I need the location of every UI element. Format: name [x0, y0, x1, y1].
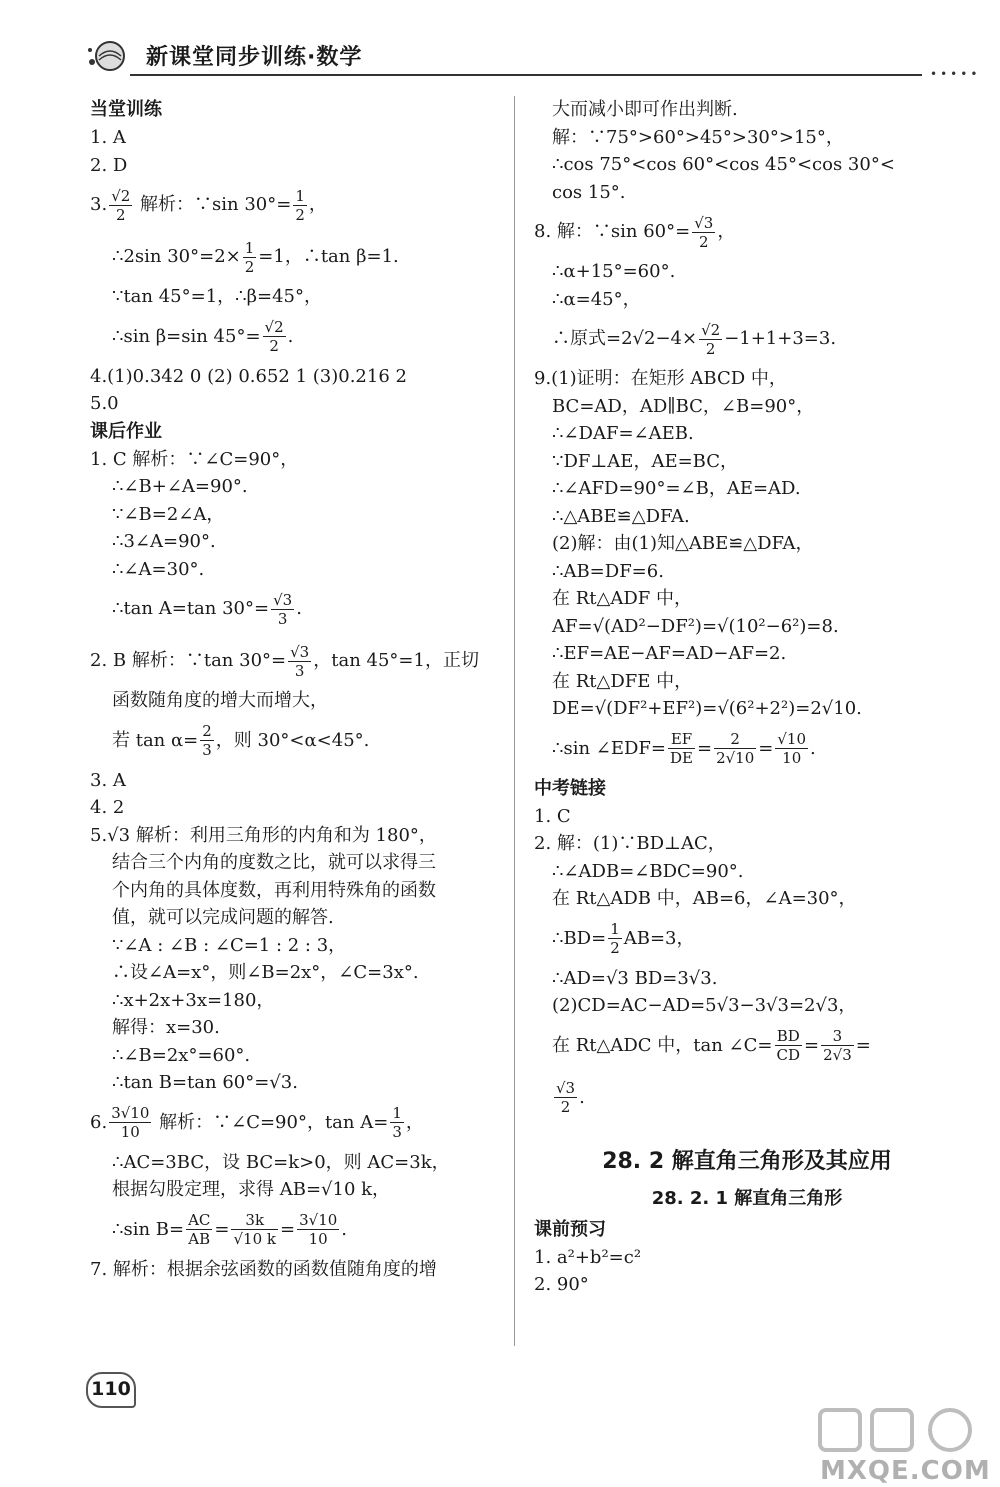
column-divider: [514, 96, 515, 1346]
page-header: [80, 36, 981, 81]
book-logo-icon: [84, 38, 128, 74]
answer-line: 2. D: [90, 154, 128, 176]
answer-line: ∴原式=2√2−4× $\frac{√2}{2}$ −1+1+3=3.: [552, 320, 837, 358]
answer-line: 1. C: [534, 805, 571, 827]
header-title: 新课堂同步训练·数学: [146, 45, 363, 70]
answer-line: ∵tan 45°=1，∴β=45°，: [112, 286, 323, 307]
answer-line: 在 Rt△ADC 中，tan ∠C= $\frac{BD}{CD}$ = $\frac{3}{2√3}$ =: [552, 1027, 871, 1064]
section-heading: 课后作业: [90, 420, 162, 442]
answer-line: 值，就可以完成问题的解答.: [112, 907, 334, 928]
answer-line: ∴EF=AE−AF=AD−AF=2.: [552, 643, 787, 664]
answer-line: 6. $\frac{3√10}{10}$ 解析：∵∠C=90°，tan A= $\frac{1}{3}$ ，: [90, 1104, 424, 1141]
answer-line: ∴∠B=2x°=60°.: [112, 1044, 251, 1066]
answer-line: ∵∠B=2∠A，: [112, 503, 225, 525]
answer-line: 3. $\frac{√2}{2}$ 解析：∵sin 30°= $\frac{1}{2}$ ，: [90, 186, 327, 224]
answer-line: 大而减小即可作出判断.: [552, 99, 738, 120]
answer-line: 4.(1)0.342 0 (2) 0.652 1 (3)0.216 2: [90, 365, 407, 387]
answer-line: ∴AB=DF=6.: [552, 560, 664, 582]
answer-line: ∵∠A : ∠B : ∠C=1 : 2 : 3，: [112, 934, 347, 956]
watermark-logo-icon: [800, 1404, 990, 1460]
answer-line: 在 Rt△ADF 中，: [552, 588, 692, 609]
answer-line: 根据勾股定理，求得 AB=√10 k，: [112, 1179, 391, 1200]
answer-line: 解得：x=30.: [112, 1017, 220, 1038]
answer-line: ∴设∠A=x°，则∠B=2x°，∠C=3x°.: [112, 962, 419, 983]
page-number: 110: [91, 1378, 131, 1400]
answer-line: 5.√3 解析：利用三角形的内角和为 180°，: [90, 824, 437, 846]
answer-line: 3. A: [90, 769, 126, 791]
answer-line: ∴sin B= $\frac{AC}{AB}$ = $\frac{3k}{√10 k}$ = $\frac{3√10}{10}$ .: [112, 1211, 348, 1248]
answer-line: ∵DF⊥AE，AE=BC，: [552, 450, 738, 472]
answer-line: 结合三个内角的度数之比，就可以求得三: [112, 852, 436, 873]
answer-line: 解：∵75°>60°>45°>30°>15°，: [552, 126, 844, 148]
answer-line: cos 15°.: [552, 181, 626, 203]
answer-line: ∴∠B+∠A=90°.: [112, 476, 248, 497]
answer-line: 在 Rt△ADB 中，AB=6，∠A=30°，: [552, 888, 857, 909]
answer-line: ∴sin ∠EDF= $\frac{EF}{DE}$ = $\frac{2}{2√10}$ = $\frac{√10}{10}$ .: [552, 730, 816, 767]
page-number-badge: [86, 1372, 136, 1408]
answer-line: 4. 2: [90, 797, 125, 818]
answer-line: ∴α=45°，: [552, 288, 641, 310]
answer-line: DE=√(DF²+EF²)=√(6²+2²)=2√10.: [552, 698, 862, 719]
answer-line: 1. A: [90, 127, 126, 148]
answer-line: $\frac{√3}{2}$ .: [556, 1079, 585, 1116]
answer-line: ∴x+2x+3x=180，: [112, 989, 275, 1011]
answer-line: ∴∠AFD=90°=∠B，AE=AD.: [552, 478, 801, 499]
answer-line: AF=√(AD²−DF²)=√(10²−6²)=8.: [552, 615, 839, 637]
answer-line: ∴AC=3BC，设 BC=k>0，则 AC=3k，: [112, 1151, 450, 1173]
answer-line: 1. C 解析：∵∠C=90°，: [90, 448, 299, 470]
header-dots-icon: •••••: [930, 67, 981, 81]
answer-line: ∴∠ADB=∠BDC=90°.: [552, 860, 744, 882]
answer-line: ∴2sin 30°=2× $\frac{1}{2}$ =1，∴tan β=1.: [112, 238, 399, 276]
subsection-title: 28. 2. 1 解直角三角形: [651, 1187, 843, 1209]
answer-line: 9.(1)证明：在矩形 ABCD 中，: [534, 368, 787, 389]
watermark: [800, 1404, 990, 1484]
answer-line: ∴∠A=30°.: [112, 558, 205, 580]
section-heading: 当堂训练: [90, 99, 162, 120]
answer-line: BC=AD，AD∥BC，∠B=90°，: [552, 395, 815, 417]
chapter-title: 28. 2 解直角三角形及其应用: [602, 1148, 892, 1174]
section-heading: 课前预习: [534, 1218, 606, 1240]
answer-line: (2)CD=AC−AD=5√3−3√3=2√3，: [552, 995, 857, 1016]
answer-line: ∴∠DAF=∠AEB.: [552, 423, 694, 444]
answer-line: ∴3∠A=90°.: [112, 531, 216, 552]
right-column: [534, 96, 942, 1299]
answer-line: 7. 解析：根据余弦函数的函数值随角度的增: [90, 1258, 437, 1280]
answer-line: 个内角的具体度数，再利用特殊角的函数: [112, 879, 436, 901]
answer-line: 5.0: [90, 393, 119, 414]
answer-line: 8. 解：∵sin 60°= $\frac{√3}{2}$ ，: [534, 213, 736, 251]
answer-line: ∴tan A=tan 30°= $\frac{√3}{3}$ .: [112, 590, 302, 628]
answer-line: 在 Rt△DFE 中，: [552, 670, 693, 692]
answer-line: ∴BD= $\frac{1}{2}$ AB=3，: [552, 920, 695, 957]
section-heading: 中考链接: [534, 777, 606, 799]
answer-line: ∴tan B=tan 60°=√3.: [112, 1072, 298, 1093]
header-rule: [130, 74, 922, 76]
answer-line: (2)解：由(1)知△ABE≌△DFA，: [552, 533, 814, 554]
answer-line: ∴sin β=sin 45°= $\frac{√2}{2}$ .: [112, 318, 294, 355]
answer-line: 2. 解：(1)∵BD⊥AC，: [534, 833, 726, 854]
answer-line: ∴α+15°=60°.: [552, 261, 676, 282]
answer-line: ∴AD=√3 BD=3√3.: [552, 967, 718, 989]
answer-line: 2. 90°: [534, 1274, 589, 1295]
left-column: [90, 96, 500, 1283]
watermark-text: MXQE.COM: [820, 1456, 991, 1486]
answer-line: 1. a²+b²=c²: [534, 1246, 642, 1268]
answer-line: ∴△ABE≌△DFA.: [552, 505, 690, 527]
answer-line: 若 tan α= $\frac{2}{3}$ ，则 30°<α<45°.: [112, 722, 370, 759]
answer-line: 2. B 解析：∵tan 30°= $\frac{√3}{3}$ ，tan 45°=1，正切: [90, 642, 479, 680]
answer-line: 函数随角度的增大而增大，: [112, 690, 328, 711]
answer-line: ∴cos 75°<cos 60°<cos 45°<cos 30°<: [552, 154, 895, 175]
